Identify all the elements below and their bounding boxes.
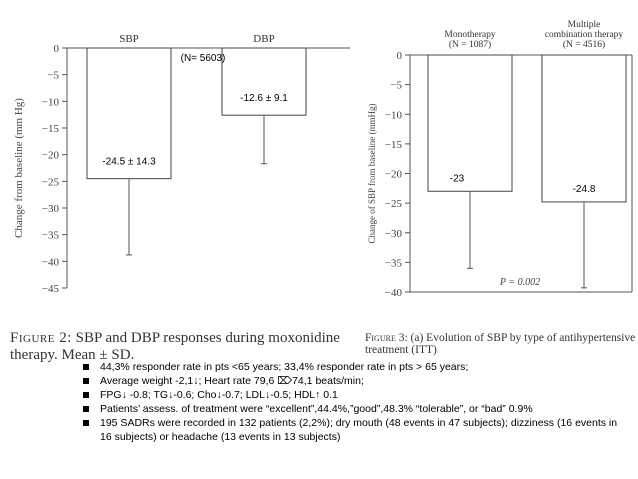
category-label: Monotherapy (N = 1087): [444, 30, 496, 50]
y-tick-label: −30: [384, 227, 402, 240]
y-tick-label: 0: [396, 50, 402, 62]
y-tick-label: −10: [41, 96, 59, 109]
bar: [222, 48, 306, 115]
figure-3-label: Figure 3:: [365, 332, 408, 344]
findings-list: [80, 360, 625, 444]
y-tick-label: −20: [384, 168, 402, 181]
bullet-weight-heart-rate: Average weight -2,1↓; Heart rate 79,6 ⌦74,1 beats/min;: [80, 374, 625, 388]
y-tick-label: −40: [41, 256, 59, 269]
data-label: -24.8: [572, 183, 596, 195]
figure-3-text: (a) Evolution of SBP by type of antihypertensive treatment (ITT): [365, 332, 636, 356]
y-tick-label: −10: [384, 109, 402, 122]
y-tick-label: −15: [384, 138, 402, 151]
category-label: Multiple combination therapy (N = 4516): [544, 20, 624, 50]
figure-2-chart: [0, 0, 360, 325]
y-tick-label: −25: [384, 198, 402, 211]
data-label: -23: [449, 173, 465, 185]
sample-size-annotation: (N= 5603): [180, 53, 226, 64]
y-axis-title: Change of SBP from baseline (mmHg): [367, 103, 377, 244]
bullet-lipids: FPG↓ -0.8; TG↓-0.6; Cho↓-0.7; LDL↓-0.5; HDL↑ 0.1: [80, 388, 625, 402]
y-tick-label: 0: [53, 43, 59, 55]
category-label: SBP: [119, 33, 139, 45]
y-tick-label: −20: [41, 149, 59, 162]
bar: [542, 55, 626, 202]
figure-2-label: Figure 2:: [10, 330, 72, 346]
bullet-patient-assessment: Patients’ assess. of treatment were “excellent”,44.4%,”good”,48.3% “tolerable”, or “bad” 0.9%: [80, 402, 625, 416]
y-axis-title: Change from baseline (mm Hg): [13, 98, 25, 238]
y-tick-label: −5: [47, 69, 59, 82]
p-value-annotation: P = 0.002: [499, 277, 541, 288]
bar: [428, 55, 512, 191]
category-label: DBP: [253, 33, 275, 45]
y-tick-label: −5: [390, 79, 402, 92]
y-tick-label: −35: [384, 257, 402, 270]
figure-2-text: SBP and DBP responses during moxonidine therapy. Mean ± SD.: [10, 330, 340, 363]
y-tick-label: −35: [41, 229, 59, 242]
data-label: -24.5 ± 14.3: [102, 156, 156, 168]
y-tick-label: −40: [384, 287, 402, 299]
bullet-responder-rate: 44,3% responder rate in pts <65 years; 33,4% responder rate in pts > 65 years;: [80, 360, 625, 374]
y-tick-label: −15: [41, 123, 59, 135]
bullet-sadrs: 195 SADRs were recorded in 132 patients (2,2%); dry mouth (48 events in 47 subjects); dizziness (16 events in 16 subjects) or headache (13 events in 13 subjects): [80, 416, 625, 444]
y-tick-label: −25: [41, 176, 59, 189]
figure-3-chart: [360, 0, 638, 325]
y-tick-label: −30: [41, 203, 59, 215]
figure-3-caption: [365, 332, 638, 356]
figure-2-caption: [10, 330, 350, 364]
data-label: -12.6 ± 9.1: [240, 93, 288, 105]
y-tick-label: −45: [41, 283, 59, 295]
